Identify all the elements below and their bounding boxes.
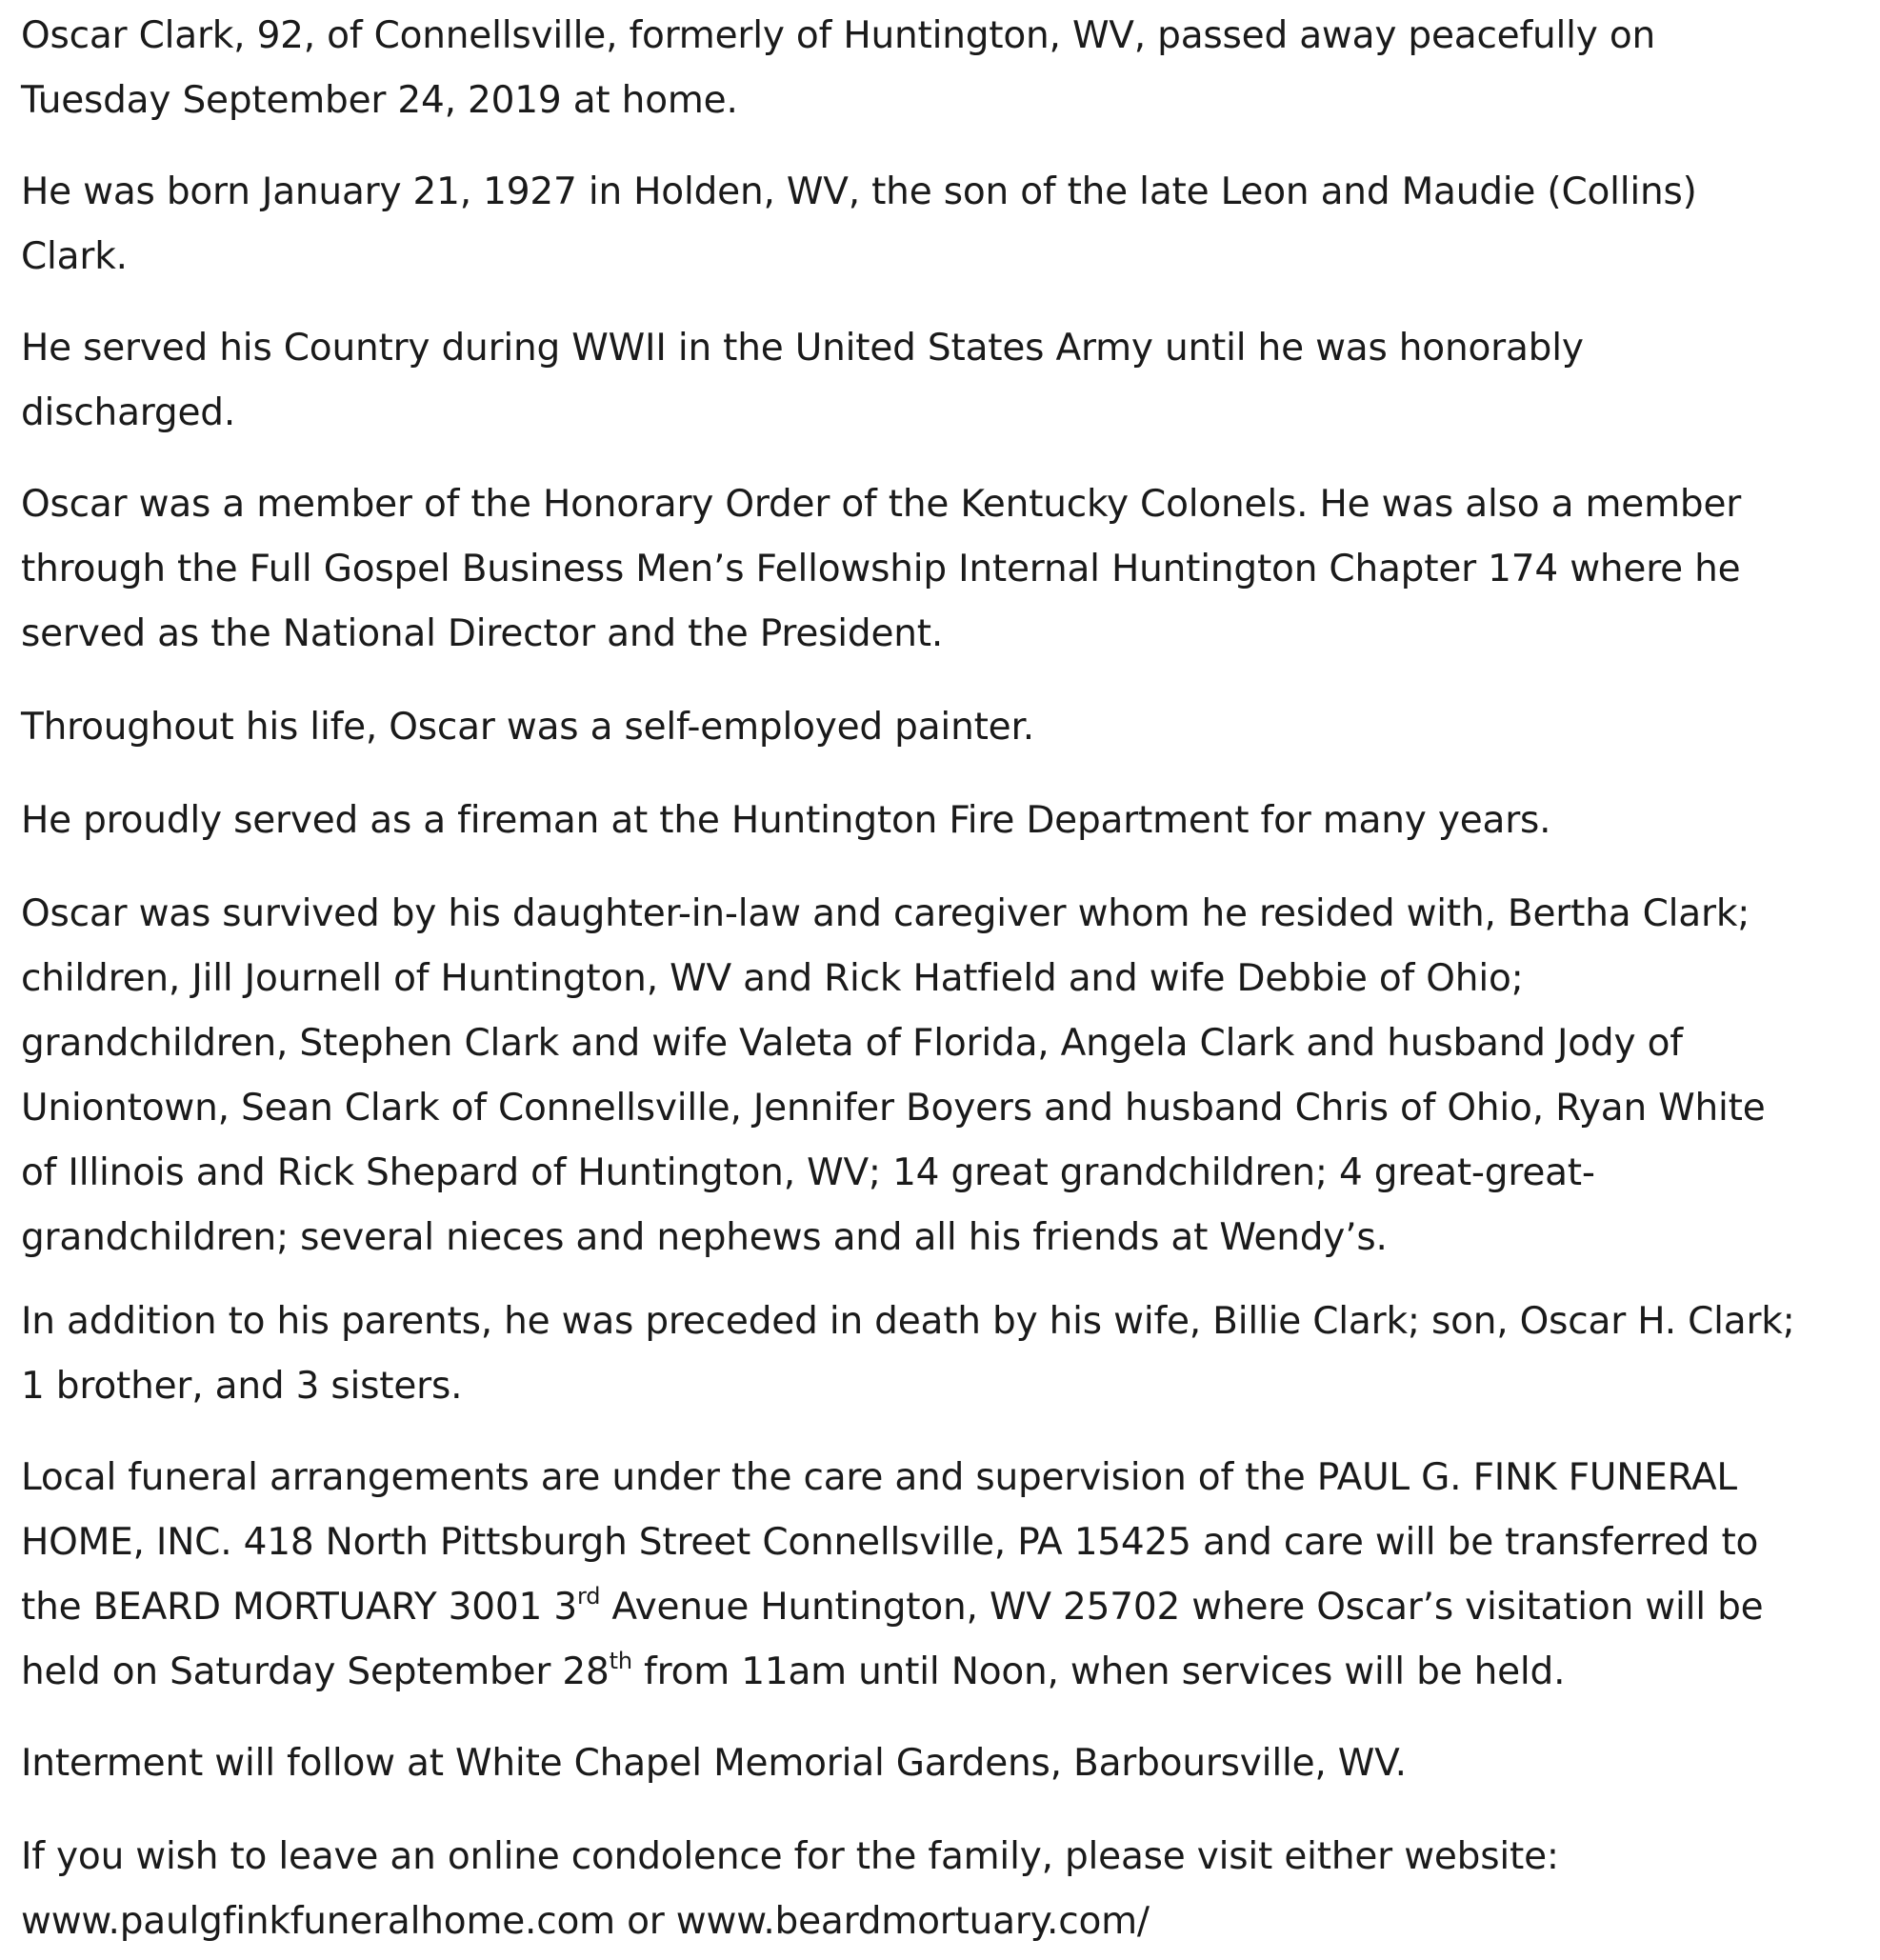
paragraph-condolences bbox=[21, 1825, 1559, 1954]
text-line: He proudly served as a fireman at the Huntington Fire Department for many years. bbox=[21, 799, 1551, 842]
paragraph-survivors bbox=[21, 882, 1766, 1270]
text-line bbox=[21, 1575, 1763, 1640]
text-line: Oscar Clark, 92, of Connellsville, formerly of Huntington, WV, passed away peacefully on bbox=[21, 14, 1656, 57]
text-segment: held on Saturday September 28 bbox=[21, 1650, 610, 1693]
text-line: He was born January 21, 1927 in Holden, WV, the son of the late Leon and Maudie (Collins) bbox=[21, 170, 1697, 213]
paragraph-fireman bbox=[21, 789, 1550, 853]
text-segment: Avenue Huntington, WV 25702 where Oscar’s visitation will be bbox=[600, 1586, 1764, 1629]
ordinal-suffix: th bbox=[609, 1648, 632, 1674]
text-line: served as the National Director and the President. bbox=[21, 612, 944, 655]
text-segment: from 11am until Noon, when services will be held. bbox=[631, 1650, 1566, 1693]
text-line: grandchildren, Stephen Clark and wife Valeta of Florida, Angela Clark and husband Jody of bbox=[21, 1022, 1683, 1065]
text-line: Throughout his life, Oscar was a self-employed painter. bbox=[21, 706, 1034, 749]
paragraph-birth bbox=[21, 160, 1697, 290]
text-segment: the BEARD MORTUARY 3001 3 bbox=[21, 1586, 577, 1629]
text-line: Local funeral arrangements are under the care and supervision of the PAUL G. FINK FUNERAL bbox=[21, 1456, 1737, 1499]
text-line: grandchildren; several nieces and nephews and all his friends at Wendy’s. bbox=[21, 1216, 1388, 1259]
paragraph-memberships bbox=[21, 472, 1741, 667]
text-line: 1 brother, and 3 sisters. bbox=[21, 1365, 463, 1408]
paragraph-military-service bbox=[21, 316, 1584, 446]
text-line: If you wish to leave an online condolence for the family, please visit either website: bbox=[21, 1835, 1559, 1878]
text-line: Tuesday September 24, 2019 at home. bbox=[21, 79, 738, 122]
paragraph-funeral-arrangements bbox=[21, 1446, 1763, 1705]
paragraph-occupation bbox=[21, 695, 1034, 760]
ordinal-suffix: rd bbox=[576, 1583, 601, 1610]
text-line: HOME, INC. 418 North Pittsburgh Street Connellsville, PA 15425 and care will be transferred to bbox=[21, 1521, 1759, 1564]
text-line: Oscar was a member of the Honorary Order of the Kentucky Colonels. He was also a member bbox=[21, 483, 1742, 526]
text-line: He served his Country during WWII in the United States Army until he was honorably bbox=[21, 327, 1584, 370]
text-line: Oscar was survived by his daughter-in-law and caregiver whom he resided with, Bertha Clark; bbox=[21, 892, 1750, 935]
text-line: discharged. bbox=[21, 391, 236, 434]
website-links: www.paulgfinkfuneralhome.com or www.beardmortuary.com/ bbox=[21, 1900, 1150, 1943]
text-line: Interment will follow at White Chapel Memorial Gardens, Barboursville, WV. bbox=[21, 1742, 1407, 1785]
text-line: Uniontown, Sean Clark of Connellsville, Jennifer Boyers and husband Chris of Ohio, Ryan White bbox=[21, 1087, 1766, 1130]
text-line: through the Full Gospel Business Men’s Fellowship Internal Huntington Chapter 174 where he bbox=[21, 548, 1741, 590]
text-line: children, Jill Journell of Huntington, WV and Rick Hatfield and wife Debbie of Ohio; bbox=[21, 957, 1524, 1000]
text-line: Clark. bbox=[21, 235, 128, 278]
paragraph-preceded-in-death bbox=[21, 1290, 1795, 1419]
text-line: of Illinois and Rick Shepard of Huntington, WV; 14 great grandchildren; 4 great-great- bbox=[21, 1151, 1595, 1194]
paragraph-interment bbox=[21, 1731, 1407, 1796]
text-line bbox=[21, 1640, 1763, 1705]
paragraph-death-notice bbox=[21, 4, 1655, 133]
text-line: In addition to his parents, he was preceded in death by his wife, Billie Clark; son, Oscar H. Clark; bbox=[21, 1300, 1795, 1343]
